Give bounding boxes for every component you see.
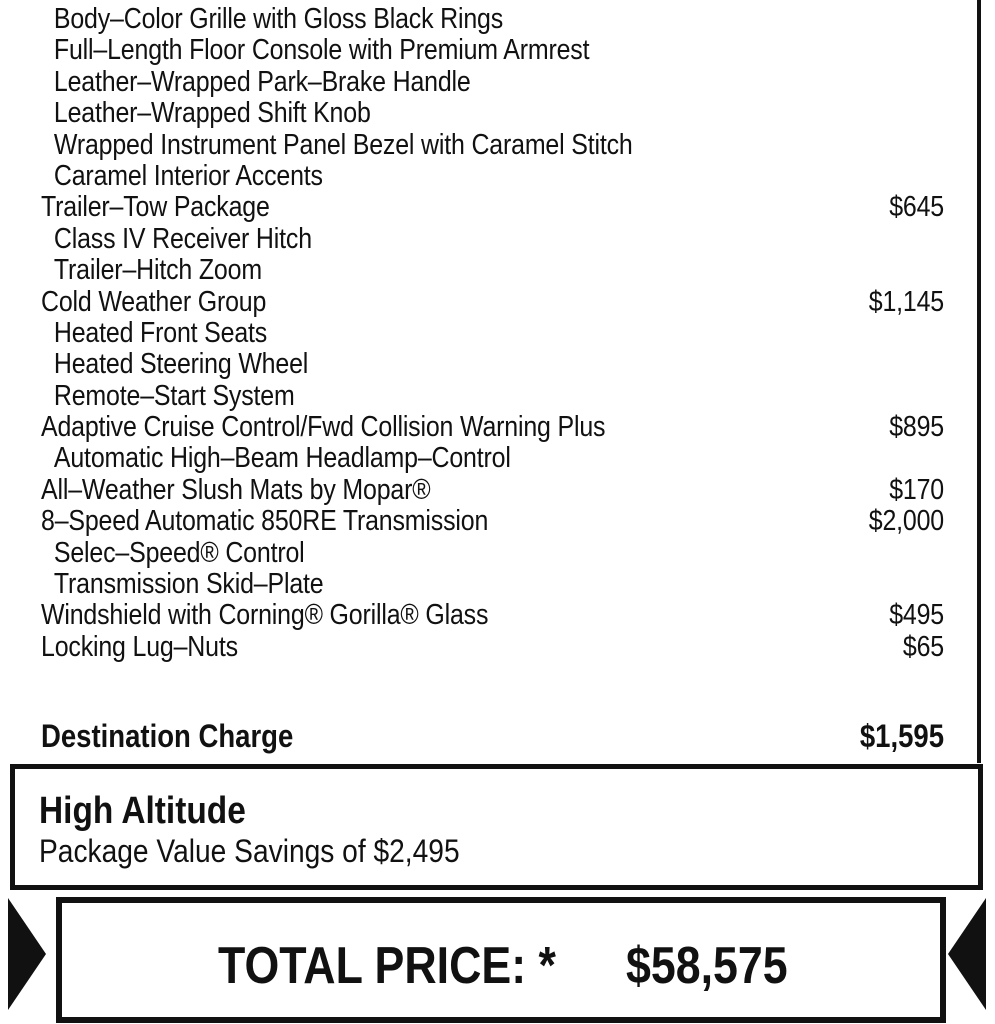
line-item-label: 8–Speed Automatic 850RE Transmission <box>41 505 489 538</box>
line-item-price: $2,000 <box>868 505 944 538</box>
line-item-row <box>41 161 944 192</box>
line-item-label: Cold Weather Group <box>41 285 267 318</box>
package-box <box>10 764 983 890</box>
line-item-price: $65 <box>902 630 944 663</box>
line-item-row <box>41 506 944 537</box>
line-item-label: Adaptive Cruise Control/Fwd Collision Warning Plus <box>41 411 606 444</box>
line-item-row <box>41 4 944 35</box>
line-item-row <box>41 443 944 474</box>
line-item-label: Transmission Skid–Plate <box>53 568 324 601</box>
total-price-box <box>56 897 946 1023</box>
destination-charge-price: $1,595 <box>859 718 944 754</box>
right-pointer-icon <box>948 898 986 1010</box>
package-savings: Package Value Savings of $2,495 <box>39 833 460 869</box>
line-item-label: Trailer–Hitch Zoom <box>53 254 262 287</box>
line-item-label: Wrapped Instrument Panel Bezel with Caramel Stitch <box>53 128 633 161</box>
line-item-row <box>41 600 944 631</box>
line-item-price: $1,145 <box>868 285 944 318</box>
total-price-value: $58,575 <box>626 937 788 995</box>
line-item-row <box>41 67 944 98</box>
line-item-row <box>41 318 944 349</box>
line-item-label: Selec–Speed® Control <box>53 536 305 569</box>
line-item-label: Windshield with Corning® Gorilla® Glass <box>41 599 489 632</box>
line-item-label: Leather–Wrapped Shift Knob <box>53 97 371 130</box>
line-item-price: $170 <box>889 473 944 506</box>
destination-charge-label: Destination Charge <box>41 718 294 754</box>
line-item-row <box>41 381 944 412</box>
line-item-row <box>41 475 944 506</box>
line-item-row <box>41 287 944 318</box>
package-title: High Altitude <box>39 790 246 832</box>
line-item-label: Heated Front Seats <box>53 316 268 349</box>
line-item-label: Remote–Start System <box>53 379 295 412</box>
options-list <box>41 4 944 663</box>
line-item-label: Body–Color Grille with Gloss Black Rings <box>53 3 504 35</box>
destination-charge-row <box>41 718 944 755</box>
line-item-price: $895 <box>889 411 944 444</box>
line-item-row <box>41 35 944 66</box>
line-item-label: All–Weather Slush Mats by Mopar® <box>41 473 431 506</box>
total-price-label: TOTAL PRICE: * <box>218 937 556 995</box>
line-item-label: Leather–Wrapped Park–Brake Handle <box>53 65 471 98</box>
line-item-label: Heated Steering Wheel <box>53 348 309 381</box>
line-item-row <box>41 255 944 286</box>
line-item-row <box>41 569 944 600</box>
line-item-label: Full–Length Floor Console with Premium Armrest <box>53 34 590 67</box>
line-item-row <box>41 632 944 663</box>
line-item-row <box>41 349 944 380</box>
line-item-row <box>41 412 944 443</box>
line-item-price: $495 <box>889 599 944 632</box>
line-item-row <box>41 192 944 223</box>
line-item-label: Locking Lug–Nuts <box>41 630 238 663</box>
line-item-label: Class IV Receiver Hitch <box>53 222 312 255</box>
line-item-row <box>41 538 944 569</box>
line-item-label: Caramel Interior Accents <box>53 159 323 192</box>
line-item-row <box>41 130 944 161</box>
line-item-row <box>41 98 944 129</box>
left-pointer-icon <box>8 898 46 1010</box>
right-border-rule <box>977 0 981 763</box>
line-item-row <box>41 224 944 255</box>
line-item-label: Automatic High–Beam Headlamp–Control <box>53 442 511 475</box>
line-item-label: Trailer–Tow Package <box>41 191 270 224</box>
line-item-price: $645 <box>889 191 944 224</box>
